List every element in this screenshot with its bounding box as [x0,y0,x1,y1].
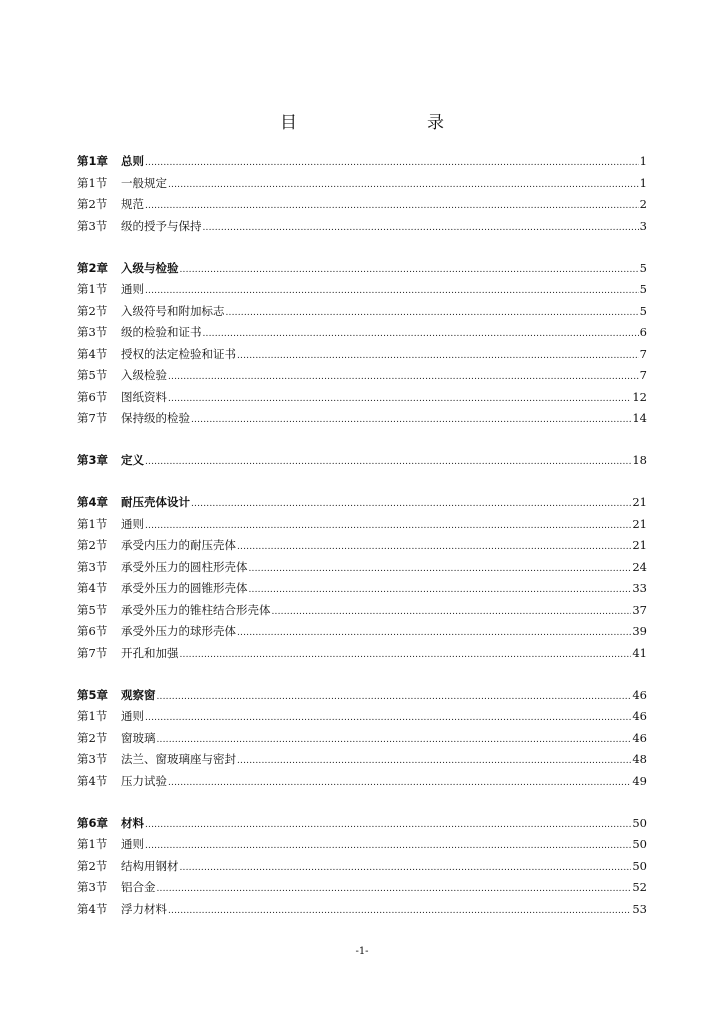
toc-page-number: 46 [632,709,647,723]
toc-section-row[interactable] [77,557,647,579]
toc-entry-number: 第6节 [77,389,108,404]
toc-section-row[interactable] [77,728,647,750]
toc-entry-title: 材料 [121,815,144,830]
toc-chapter-row[interactable] [77,813,647,835]
toc-page-number: 6 [639,325,647,339]
toc-entry-number: 第2节 [77,858,108,873]
toc-entry-number: 第4节 [77,901,108,916]
toc-page-number: 1 [639,175,647,190]
page-number: -1- [355,946,369,957]
toc-dot-leader [145,281,639,303]
toc-entry-number: 第3章 [77,453,109,467]
toc-entry-number: 第2节 [77,303,108,318]
toc-section-row[interactable] [77,194,647,216]
toc-dot-leader [145,452,631,474]
toc-entry-title: 承受内压力的耐压壳体 [121,538,236,552]
toc-entry-title: 承受外压力的球形壳体 [121,624,236,638]
toc-section-row[interactable] [77,408,647,430]
toc-entry-number: 第3节 [77,752,108,766]
toc-page-number: 49 [632,773,647,788]
toc-entry-number: 第3节 [77,218,108,233]
toc-page-number: 5 [639,282,647,296]
toc-page-number: 46 [632,687,647,702]
toc-page-number: 50 [632,815,647,830]
toc-entry-number: 第5章 [77,687,109,702]
toc-entry-title: 耐压壳体设计 [121,495,190,509]
toc-entry-number: 第3节 [77,880,108,894]
toc-dot-leader [157,730,632,752]
toc-page-number: 7 [639,346,647,361]
toc-dot-leader [157,687,632,709]
toc-dot-leader [180,858,632,880]
toc-dot-leader [168,367,639,389]
toc-entry-number: 第4节 [77,773,108,788]
toc-section-row[interactable] [77,365,647,387]
toc-chapter-row[interactable] [77,492,647,514]
toc-dot-leader [168,389,631,411]
toc-entry-number: 第1节 [77,516,108,531]
toc-dot-leader [168,901,631,923]
toc-dot-leader [157,879,632,901]
toc-dot-leader [203,324,639,346]
toc-entry-number: 第2节 [77,197,108,211]
toc-entry-title: 图纸资料 [121,389,167,404]
toc-entry-number: 第1节 [77,282,108,296]
toc-dot-leader [145,815,631,837]
toc-dot-leader [237,623,631,645]
toc-section-row[interactable] [77,600,647,622]
toc-entry-number: 第2节 [77,730,108,745]
toc-entry-title: 通则 [121,709,144,723]
toc-entry-number: 第2节 [77,538,108,552]
toc-entry-title: 结构用钢材 [121,858,179,873]
toc-entry-number: 第7节 [77,411,108,425]
toc-entry-number: 第1章 [77,154,109,168]
toc-entry-title: 保持级的检验 [121,411,190,425]
toc-entry-number: 第7节 [77,645,108,660]
toc-page-number: 21 [632,495,647,509]
toc-entry-title: 承受外压力的锥柱结合形壳体 [121,602,271,617]
toc-section-row[interactable] [77,856,647,878]
toc-dot-leader [237,537,631,559]
toc-entry-number: 第3节 [77,559,108,574]
toc-section-row[interactable] [77,834,647,856]
toc-entry-title: 入级与检验 [121,260,179,275]
toc-entry-title: 通则 [121,282,144,296]
toc-section-row[interactable] [77,514,647,536]
toc-dot-leader [145,836,631,858]
toc-dot-leader [145,153,639,175]
toc-entry-title: 压力试验 [121,773,167,788]
toc-entry-title: 法兰、窗玻璃座与密封 [121,752,236,766]
toc-entry-number: 第1节 [77,709,108,723]
toc-dot-leader [237,751,631,773]
toc-page-number: 21 [632,538,647,552]
toc-entry-number: 第6节 [77,624,108,638]
toc-entry-title: 定义 [121,453,144,467]
toc-entry-title: 级的授予与保持 [121,218,202,233]
page-title: 目 录 [280,113,476,133]
toc-entry-number: 第5节 [77,602,108,617]
toc-entry-title: 开孔和加强 [121,645,179,660]
toc-chapter-row[interactable] [77,450,647,472]
toc-page-number: 3 [639,218,647,233]
toc-chapter-row[interactable] [77,151,647,173]
toc-section-row[interactable] [77,578,647,600]
toc-entry-title: 通则 [121,516,144,531]
toc-page-number: 33 [632,581,647,595]
toc-page-number: 53 [632,901,647,916]
toc-section-row[interactable] [77,749,647,771]
toc-page-number: 48 [632,752,647,766]
toc-chapter-row[interactable] [77,685,647,707]
toc-entry-number: 第4节 [77,581,108,595]
toc-entry-title: 承受外压力的圆柱形壳体 [121,559,248,574]
toc-section-row[interactable] [77,301,647,323]
toc-dot-leader [168,175,639,197]
toc-entry-title: 入级符号和附加标志 [121,303,225,318]
toc-dot-leader [145,708,631,730]
toc-page-number: 1 [639,154,647,168]
toc-entry-title: 规范 [121,197,144,211]
toc-dot-leader [203,218,639,240]
toc-entry-title: 总则 [121,154,144,168]
toc-entry-number: 第1节 [77,837,108,851]
toc-section-row[interactable] [77,771,647,793]
toc-page-number: 37 [632,602,647,617]
toc-page-number: 39 [632,624,647,638]
toc-section-row[interactable] [77,899,647,921]
toc-page-number: 12 [632,389,647,404]
toc-entry-title: 入级检验 [121,368,167,382]
toc-section-row[interactable] [77,706,647,728]
toc-page-number: 21 [632,516,647,531]
toc-page-number: 50 [632,858,647,873]
toc-dot-leader [180,260,639,282]
toc-dot-leader [145,516,631,538]
toc-entry-title: 承受外压力的圆锥形壳体 [121,581,248,595]
toc-entry-title: 浮力材料 [121,901,167,916]
toc-section-row[interactable] [77,322,647,344]
toc-entry-number: 第6章 [77,815,109,830]
toc-entry-number: 第1节 [77,175,108,190]
toc-entry-number: 第3节 [77,325,108,339]
toc-page-number: 2 [639,197,647,211]
toc-entry-number: 第4章 [77,495,109,509]
toc-dot-leader [191,410,631,432]
toc-section-row[interactable] [77,877,647,899]
toc-dot-leader [168,773,631,795]
toc-dot-leader [237,346,639,368]
toc-section-row[interactable] [77,216,647,238]
toc-page-number: 50 [632,837,647,851]
toc-page-number: 46 [632,730,647,745]
toc-section-row[interactable] [77,535,647,557]
toc-entry-title: 窗玻璃 [121,730,156,745]
toc-page-number: 24 [632,559,647,574]
toc-entry-number: 第2章 [77,260,109,275]
toc-dot-leader [249,559,632,581]
toc-page-number: 5 [639,260,647,275]
toc-entry-number: 第4节 [77,346,108,361]
toc-entry-number: 第5节 [77,368,108,382]
toc-chapter-row[interactable] [77,258,647,280]
table-of-contents [77,151,647,920]
toc-entry-title: 授权的法定检验和证书 [121,346,236,361]
toc-page-number: 5 [639,303,647,318]
toc-page-number: 52 [632,880,647,894]
toc-page-number: 41 [632,645,647,660]
toc-dot-leader [191,494,631,516]
toc-section-row[interactable] [77,279,647,301]
toc-entry-title: 通则 [121,837,144,851]
toc-entry-title: 观察窗 [121,687,156,702]
toc-dot-leader [249,580,632,602]
toc-page-number: 14 [632,411,647,425]
toc-section-row[interactable] [77,621,647,643]
toc-section-row[interactable] [77,387,647,409]
toc-entry-title: 级的检验和证书 [121,325,202,339]
toc-section-row[interactable] [77,344,647,366]
toc-dot-leader [180,645,632,667]
toc-section-row[interactable] [77,173,647,195]
toc-page-number: 7 [639,368,647,382]
toc-page-number: 18 [632,453,647,467]
toc-entry-title: 一般规定 [121,175,167,190]
toc-dot-leader [272,602,632,624]
toc-dot-leader [226,303,639,325]
toc-section-row[interactable] [77,643,647,665]
toc-entry-title: 铝合金 [121,880,156,894]
toc-dot-leader [145,196,639,218]
